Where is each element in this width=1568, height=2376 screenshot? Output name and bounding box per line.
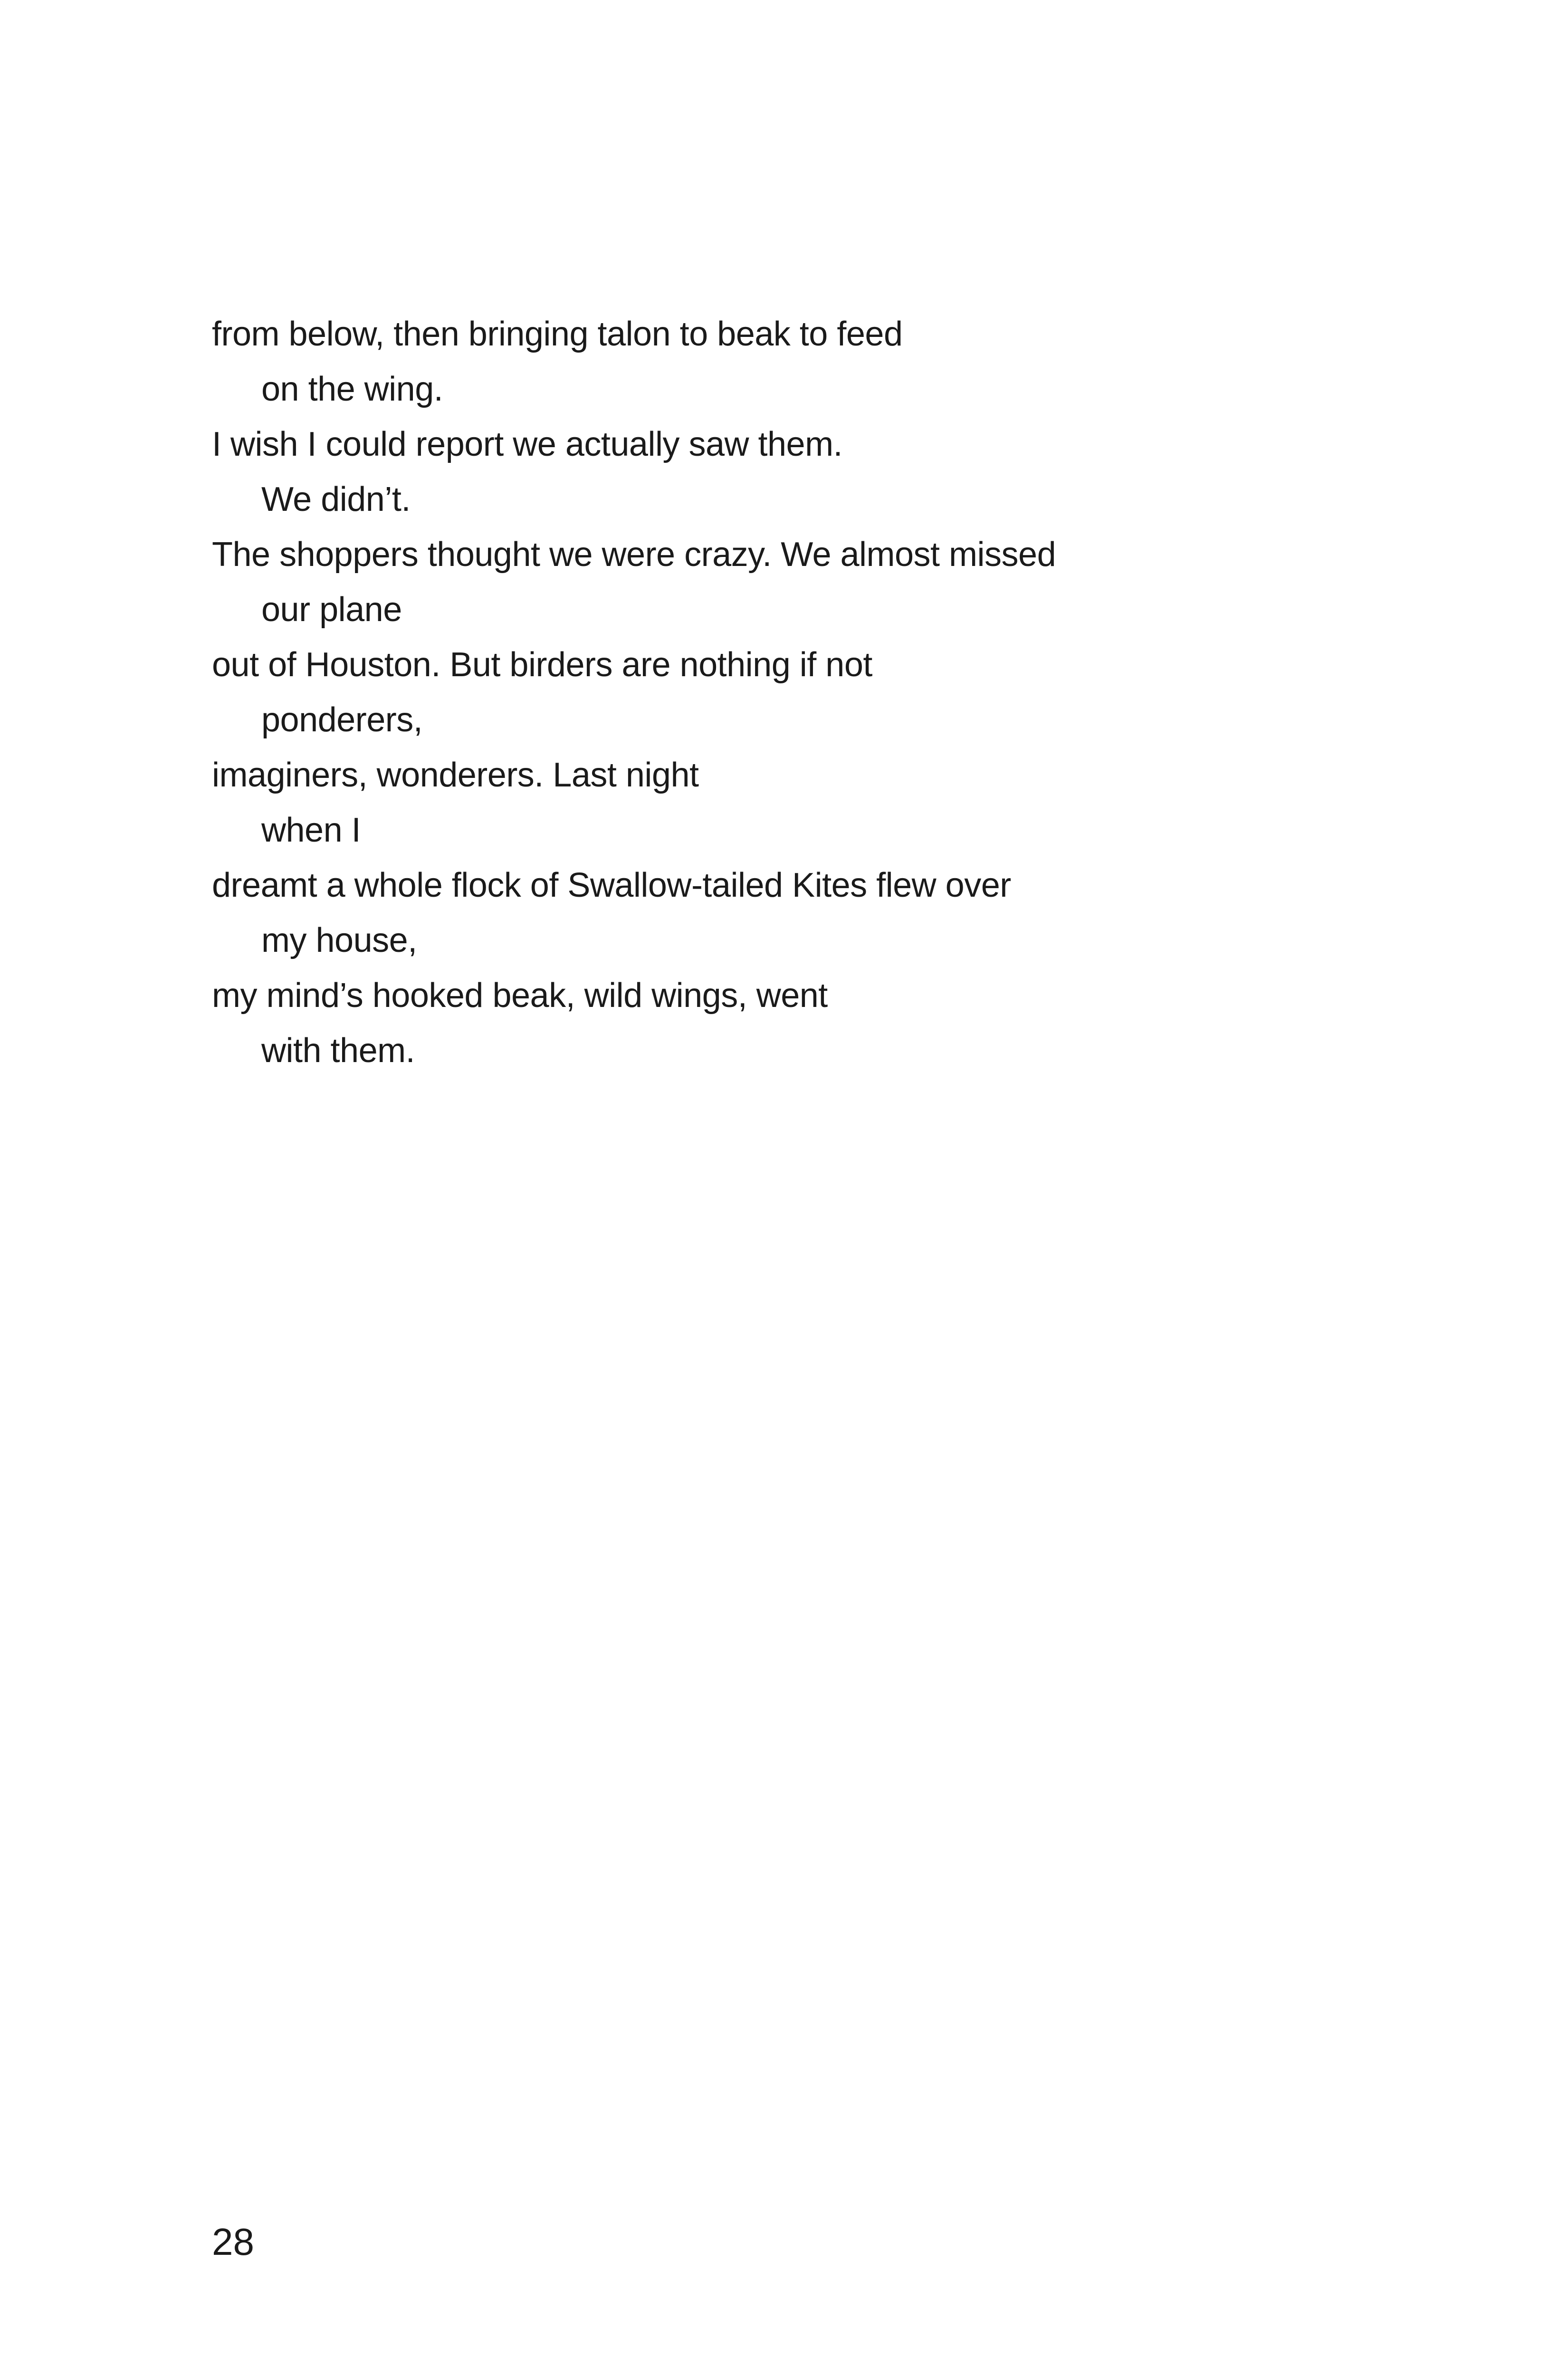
- page-number: 28: [212, 2221, 254, 2263]
- poem-line: I wish I could report we actually saw them.: [212, 425, 843, 463]
- poem-line: out of Houston. But birders are nothing if not: [212, 646, 872, 684]
- poem-line-continuation: with them.: [261, 1032, 415, 1070]
- poem-text: [212, 307, 1400, 1078]
- poem-line-continuation: my house,: [261, 921, 417, 959]
- poem-line-continuation: when I: [261, 811, 361, 849]
- poem-line: my mind’s hooked beak, wild wings, went: [212, 977, 828, 1015]
- poem-line-continuation: ponderers,: [261, 701, 423, 739]
- poem-line-continuation: We didn’t.: [261, 480, 411, 518]
- poem-line: imaginers, wonderers. Last night: [212, 756, 699, 794]
- poem-line: dreamt a whole flock of Swallow-tailed Kites flew over: [212, 866, 1011, 904]
- poem-line: The shoppers thought we were crazy. We almost missed: [212, 536, 1056, 574]
- poem-line-continuation: our plane: [261, 591, 402, 629]
- poem-line: from below, then bringing talon to beak to feed: [212, 315, 903, 353]
- poem-line-continuation: on the wing.: [261, 370, 443, 408]
